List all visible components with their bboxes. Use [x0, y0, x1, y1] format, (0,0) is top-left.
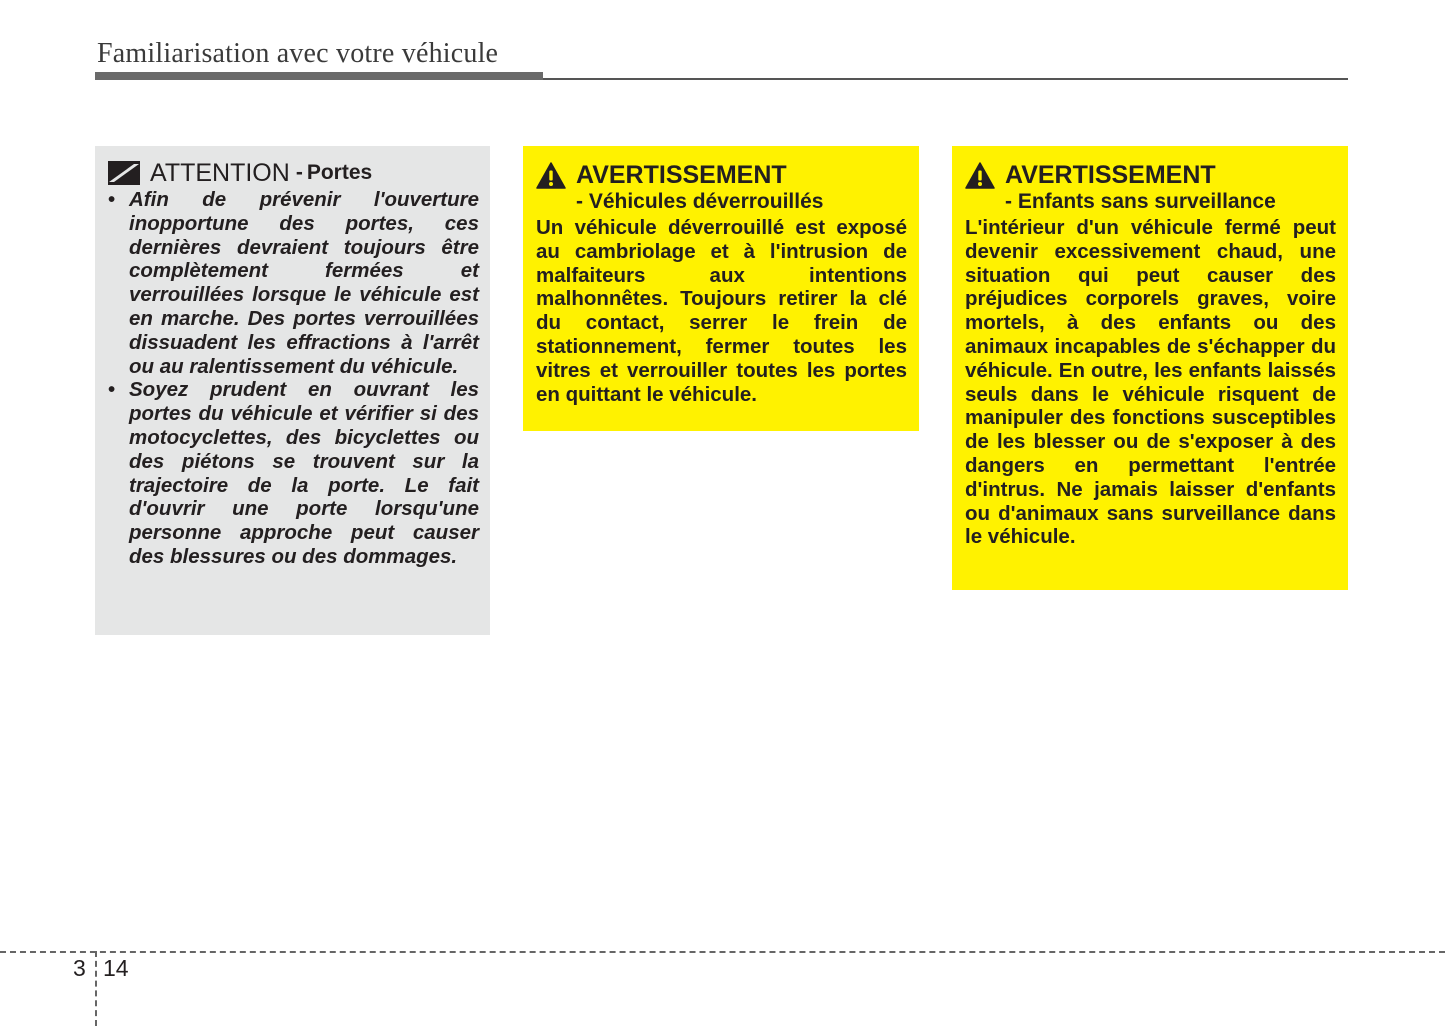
footer-divider — [95, 951, 97, 1026]
warning-triangle-icon — [536, 162, 566, 189]
caution-bullet-item: • Soyez prudent en ouvrant les portes du véhicule et vérifier si des motocyclettes, des bicyclettes ou des piétons se trouvent sur la trajectoire de la porte. Le fait d'ouvrir une porte lorsqu'une personne approche peut causer des blessures ou des dommages. — [108, 378, 479, 568]
warning-subtitle: - Enfants sans surveillance — [1005, 190, 1276, 213]
warning-header — [536, 160, 907, 190]
warning-box-unattended-children — [952, 146, 1348, 590]
page-number: 14 — [103, 955, 129, 981]
caution-title-separator: - — [295, 161, 303, 184]
warning-subtitle: - Véhicules déverrouillés — [576, 190, 824, 213]
page-header-title: Familiarisation avec votre véhicule — [97, 38, 499, 69]
warning-title: AVERTISSEMENT — [1005, 160, 1216, 189]
chapter-number: 3 — [73, 955, 86, 981]
header-rule-accent — [95, 72, 543, 80]
warning-text: L'intérieur d'un véhicule fermé peut devenir excessivement chaud, une situation qui peut causer des préjudices corporels graves, voire mortels, à des enfants ou des animaux incapables de s'échapper du véhicule. En outre, les enfants laissés seuls dans le véhicule risquent de manipuler des fonctions susceptibles de les blesser ou de s'exposer à des dangers en permettant l'entrée d'intrus. Ne jamais laisser d'enfants ou d'animaux sans surveillance dans le véhicule. — [965, 216, 1336, 549]
caution-header — [108, 158, 479, 188]
caution-box-doors — [95, 146, 490, 635]
caution-subtitle: Portes — [306, 161, 373, 184]
caution-bullet-list — [108, 188, 479, 569]
warning-box-unlocked-vehicles — [523, 146, 919, 431]
warning-text: Un véhicule déverrouillé est exposé au cambriolage et à l'intrusion de malfaiteurs aux intentions malhonnêtes. Toujours retirer la clé du contact, serrer le frein de stationnement, fermer toutes les vitres et verrouiller toutes les portes en quittant le véhicule. — [536, 216, 907, 406]
caution-icon — [108, 161, 140, 185]
caution-title: ATTENTION — [150, 158, 290, 187]
warning-title: AVERTISSEMENT — [576, 160, 787, 189]
warning-header — [965, 160, 1336, 190]
footer-rule — [0, 951, 1445, 953]
warning-triangle-icon — [965, 162, 995, 189]
caution-bullet-item: • Afin de prévenir l'ouverture inopportune des portes, ces dernières devraient toujours être complètement fermées et verrouillées lorsque le véhicule est en marche. Des portes verrouillées dissuadent les effractions à l'arrêt ou au ralentissement du véhicule. — [108, 188, 479, 378]
